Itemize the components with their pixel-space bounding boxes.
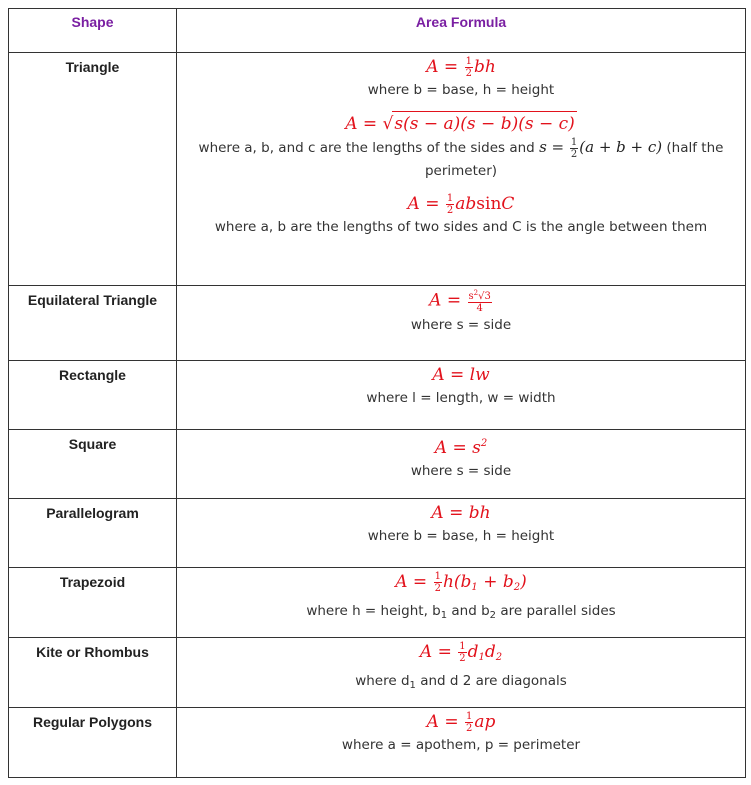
square-formula: $A = s^2$ (434, 438, 488, 458)
table-row-equilateral-triangle (9, 286, 746, 361)
triangle-formula-base-height: A = $\frac{1}{2}$ bh (426, 56, 496, 79)
table-row-kite-or-rhombus (9, 638, 746, 708)
regular-polygon-description: where a = apothem, p = perimeter (341, 737, 581, 753)
table-row-trapezoid (9, 568, 746, 638)
shape-name: Square (9, 430, 177, 499)
table-row-square (9, 430, 746, 499)
shape-name: Rectangle (9, 361, 177, 430)
area-formula-column-header: Area Formula (177, 9, 746, 53)
shape-name: Parallelogram (9, 499, 177, 568)
header-row (9, 9, 746, 53)
equilateral-triangle-formula: A = $\frac{s^2√3}{4}$ (429, 289, 491, 314)
shape-name: Regular Polygons (9, 708, 177, 778)
regular-polygon-formula: A = $\frac{1}{2}$ ap (426, 711, 496, 734)
kite-description: where $d_1$ and d 2 are diagonals (355, 673, 567, 691)
table-row-triangle (9, 53, 746, 286)
table-row-rectangle (9, 361, 746, 430)
triangle-formula-base-height-description: where b = base, h = height (367, 82, 555, 98)
formula-cell (177, 430, 746, 499)
table-row-parallelogram (9, 499, 746, 568)
kite-formula: A = $\frac{1}{2}$ $d_1d_2$ (419, 641, 503, 664)
formula-cell (177, 53, 746, 286)
triangle-formula-sine-description: where a, b are the lengths of two sides and C is the angle between them (214, 218, 708, 235)
trapezoid-formula: A = $\frac{1}{2}$ $h(b_1 + b_2)$ (395, 571, 527, 594)
shape-name: Equilateral Triangle (9, 286, 177, 361)
parallelogram-formula: A = bh (431, 503, 491, 523)
area-formula-table (8, 8, 746, 778)
triangle-formula-herons: A = √s(s − a)(s − b)(s − c) (177, 111, 745, 136)
shape-name: Triangle (9, 53, 177, 286)
parallelogram-description: where b = base, h = height (367, 528, 555, 544)
rectangle-formula: A = lw (432, 365, 490, 385)
formula-cell (177, 361, 746, 430)
formula-cell (177, 638, 746, 708)
shape-column-header: Shape (9, 9, 177, 53)
triangle-formula-herons-description: where a, b, and c are the lengths of the sides and s = $\frac{1}{2}$ (a + b + c) (half the perimeter) (198, 136, 724, 179)
shape-name: Trapezoid (9, 568, 177, 638)
formula-cell (177, 708, 746, 778)
formula-cell (177, 568, 746, 638)
shape-name: Kite or Rhombus (9, 638, 177, 708)
formula-cell (177, 499, 746, 568)
trapezoid-description: where h = height, $b_1$ and $b_2$ are parallel sides (306, 603, 616, 621)
equilateral-triangle-description: where s = side (410, 317, 512, 333)
square-description: where s = side (410, 463, 512, 479)
formula-cell (177, 286, 746, 361)
table-row-regular-polygons (9, 708, 746, 778)
triangle-formula-sine: A = $\frac{1}{2}$ absinC (407, 192, 515, 216)
rectangle-description: where l = length, w = width (366, 390, 556, 406)
